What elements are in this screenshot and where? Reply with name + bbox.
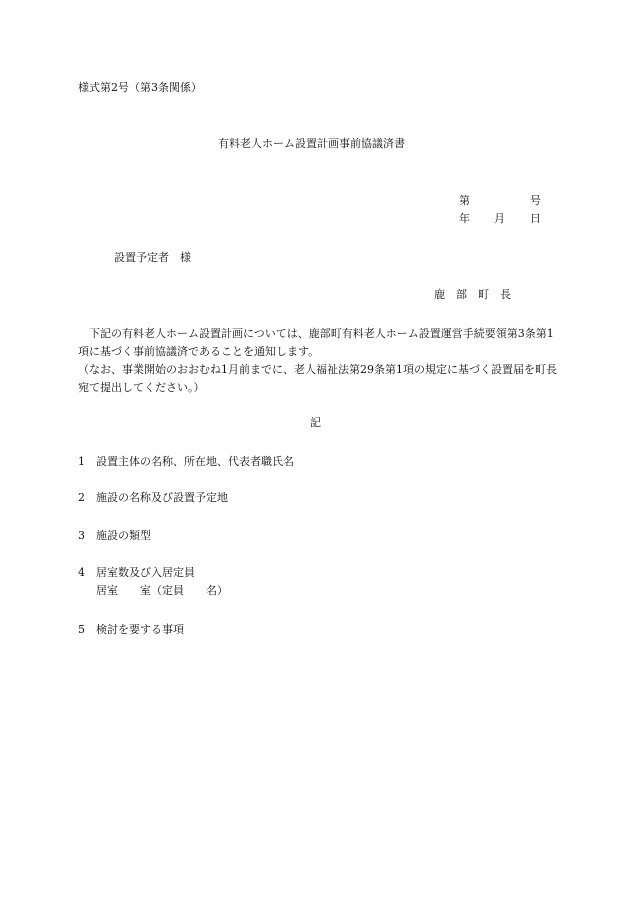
item-label: 居室数及び入居定員 [96, 566, 195, 579]
recipient-line: 設置予定者 様 [114, 251, 191, 264]
notification-body [78, 325, 558, 397]
date-month-label: 月 [494, 212, 505, 225]
item-number: 1 [78, 455, 85, 468]
record-heading: 記 [310, 416, 321, 429]
item-number: 4 [78, 566, 85, 579]
body-paragraph-note: （なお、事業開始のおおむね1月前までに、老人福祉法第29条第1項の規定に基づく設置届を町長宛て提出してください。） [78, 363, 557, 394]
item-label: 施設の類型 [96, 529, 151, 542]
form-number-label: 様式第2号（第3条関係） [78, 81, 202, 94]
date-year-label: 年 [459, 212, 470, 225]
document-title: 有料老人ホーム設置計画事前協議済書 [218, 137, 405, 150]
item-number: 2 [78, 491, 85, 504]
item-number: 5 [78, 623, 85, 636]
item-label: 施設の名称及び設置予定地 [96, 491, 228, 504]
document-number-suffix: 号 [530, 194, 541, 207]
document-number-prefix: 第 [459, 194, 470, 207]
item-label: 設置主体の名称、所在地、代表者職氏名 [96, 455, 294, 468]
date-day-label: 日 [530, 212, 541, 225]
item-label: 検討を要する事項 [96, 623, 184, 636]
item-number: 3 [78, 529, 85, 542]
body-paragraph-main: 下記の有料老人ホーム設置計画については、鹿部町有料老人ホーム設置運営手続要領第3条第1項に基づく事前協議済であることを通知します。 [78, 327, 554, 358]
item-sub-line: 居室 室（定員 名） [96, 584, 228, 597]
sender-line: 鹿 部 町 長 [434, 288, 511, 301]
